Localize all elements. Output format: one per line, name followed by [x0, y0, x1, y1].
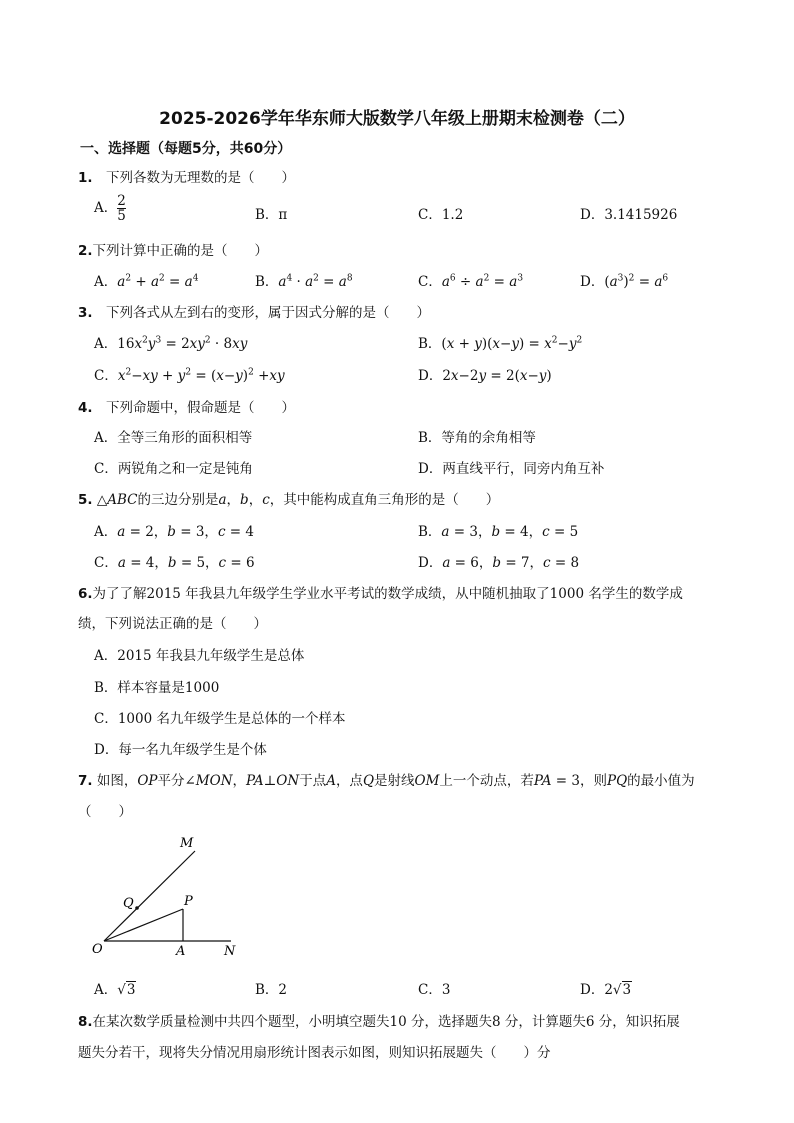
q7-option-d: D．2√3 [580, 982, 632, 998]
question-text: 在某次数学质量检测中共四个题型，小明填空题失10 分，选择题失8 分，计算题失6 分，知识拓展 [92, 1014, 680, 1030]
question-6 [78, 582, 683, 602]
q4-option-a: A．全等三角形的面积相等 [94, 430, 253, 446]
question-8-line2: 题失分若干，现将失分情况用扇形统计图表示如图，则知识拓展题失（ ）分 [78, 1045, 551, 1061]
question-6-line2: 绩，下列说法正确的是（ ） [78, 616, 267, 632]
label-A: A [176, 944, 186, 959]
q1-option-d: D．3.1415926 [580, 207, 678, 223]
q1-option-b: B．π [255, 207, 288, 223]
question-number: 1. [78, 170, 93, 186]
label-Q: Q [123, 896, 134, 911]
q5-option-a: A．a = 2，b = 3，c = 4 [94, 524, 254, 540]
fraction [117, 194, 126, 223]
q5-option-d: D．a = 6，b = 7，c = 8 [418, 555, 580, 571]
q3-option-d: D．2x−2y = 2(x−y) [418, 368, 552, 384]
q2-option-d: D．$(a^3)^2 = a^6$ [580, 273, 669, 290]
label-O: O [92, 942, 103, 957]
question-number: 7. [78, 773, 93, 789]
question-5: 5. △ABC的三边分别是a，b，c，其中能构成直角三角形的是（ ） [78, 492, 500, 508]
q7-option-a: A．√3 [94, 982, 136, 998]
q6-option-b: B．样本容量是1000 [94, 680, 220, 696]
question-8 [78, 1010, 680, 1030]
question-1 [78, 166, 295, 186]
question-text: 的三边分别是 [137, 492, 219, 508]
geometry-figure [88, 830, 248, 962]
question-text: 下列各式从左到右的变形，属于因式分解的是（ ） [92, 305, 431, 321]
question-text-tail: ，其中能构成直角三角形的是（ ） [269, 492, 500, 508]
question-7: 7. 如图，OP平分∠MON，PA⊥ON于点A，点Q是射线OM上一个动点，若PA = 3，则PQ的最小值为 [78, 773, 695, 789]
q4-option-b: B．等角的余角相等 [418, 430, 536, 446]
q3-option-c: C．$x^2-xy + y^2 = (x-y)^2 +xy$ [94, 367, 285, 384]
q5-option-b: B．a = 3，b = 4，c = 5 [418, 524, 579, 540]
question-number: 3. [78, 305, 93, 321]
q5-option-c: C．a = 4，b = 5，c = 6 [94, 555, 255, 571]
question-text: 为了了解2015 年我县九年级学生学业水平考试的数学成绩，从中随机抽取了1000 名学生的数学成 [92, 586, 683, 602]
question-2 [78, 239, 268, 259]
section-heading: 一、选择题（每题5分，共60分） [80, 141, 292, 157]
question-number: 6. [78, 586, 93, 602]
radicand: 3 [622, 982, 632, 998]
numerator: 2 [117, 193, 126, 209]
q2-option-a: A．$a^2 + a^2 = a^4$ [94, 273, 199, 290]
question-7-line2: （ ） [78, 804, 132, 820]
q6-option-a: A．2015 年我县九年级学生是总体 [94, 648, 305, 664]
option-label: D．2 [580, 982, 613, 998]
q1-option-c: C．1.2 [418, 207, 464, 223]
question-text: 下列各数为无理数的是（ ） [92, 170, 296, 186]
question-number: 2. [78, 243, 93, 259]
question-number: 8. [78, 1014, 93, 1030]
q3-option-b: B．$(x + y)(x-y) = x^2-y^2$ [418, 335, 583, 352]
q2-option-c: C．$a^6 \div a^2 = a^3$ [418, 273, 524, 290]
question-text: 下列命题中，假命题是（ ） [92, 400, 296, 416]
option-label: A． [94, 982, 118, 998]
q4-option-c: C．两锐角之和一定是钝角 [94, 461, 253, 477]
question-text: 下列计算中正确的是（ ） [92, 243, 269, 259]
page-title: 2025-2026学年华东师大版数学八年级上册期末检测卷（二） [159, 109, 635, 129]
q4-option-d: D．两直线平行，同旁内角互补 [418, 461, 605, 477]
denominator: 5 [117, 208, 126, 224]
q2-option-b: B．$a^4 \cdot a^2 = a^8$ [255, 273, 353, 290]
question-3 [78, 301, 430, 321]
q3-option-a: A．$16x^2y^3 = 2xy^2 \cdot 8xy$ [94, 335, 248, 352]
radicand: 3 [126, 982, 136, 998]
question-number: 4. [78, 400, 93, 416]
q6-option-c: C．1000 名九年级学生是总体的一个样本 [94, 711, 346, 727]
q7-option-c: C．3 [418, 982, 451, 998]
q7-option-b: B．2 [255, 982, 288, 998]
question-number: 5. [78, 492, 93, 508]
q1-option-a [94, 194, 126, 223]
label-N: N [224, 944, 236, 959]
q6-option-d: D．每一名九年级学生是个体 [94, 742, 267, 758]
question-4 [78, 396, 295, 416]
option-label: A． [94, 200, 118, 216]
label-P: P [184, 894, 193, 909]
label-M: M [180, 836, 194, 851]
